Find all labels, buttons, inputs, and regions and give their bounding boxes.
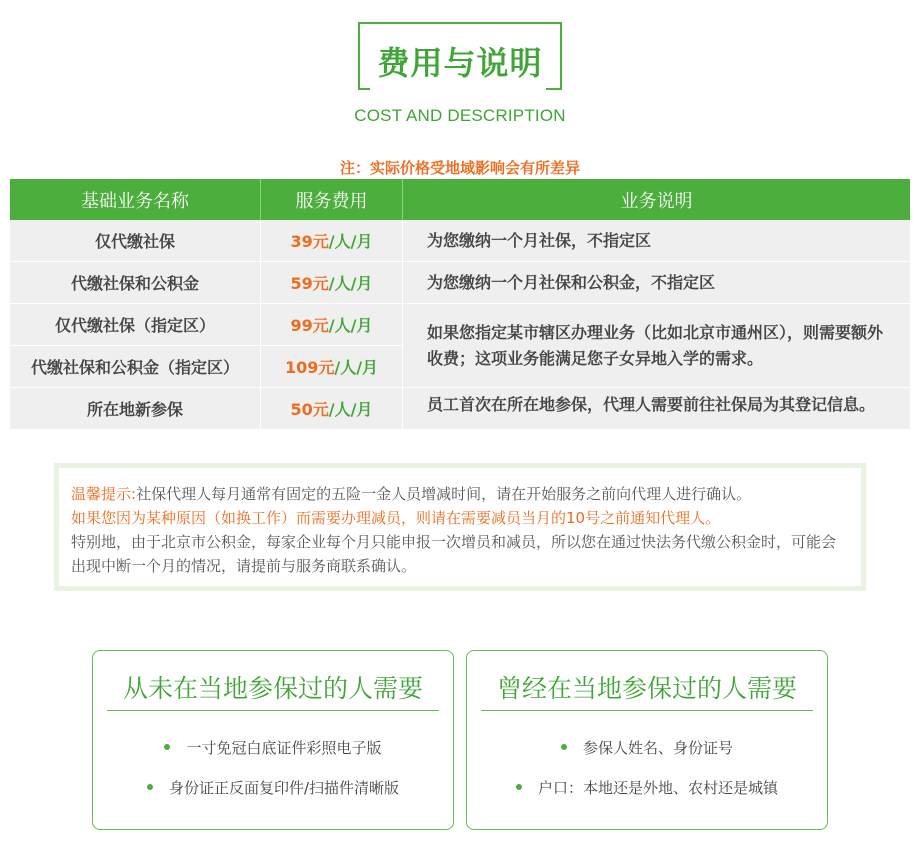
service-price: 99元 /人/月 (261, 304, 403, 345)
title-frame (358, 22, 562, 90)
table-row (10, 262, 403, 304)
service-price: 59元 /人/月 (261, 262, 403, 303)
reminder-line-3: 特别地，由于北京市公积金，每家企业每个月只能申报一次增员和减员，所以您在通过快法务代缴公积金时，可能会出现中断一个月的情况，请提前与服务商联系确认。 (71, 533, 837, 575)
header-service-name: 基础业务名称 (10, 179, 261, 220)
bullet-icon (561, 744, 567, 750)
requirements-card-new (92, 650, 454, 830)
service-description: 员工首次在所在地参保，代理人需要前往社保局为其登记信息。 (403, 388, 910, 430)
service-description: 为您缴纳一个月社保，不指定区 (403, 220, 910, 262)
card-title: 从未在当地参保过的人需要 (107, 669, 439, 711)
service-name: 仅代缴社保（指定区） (10, 304, 261, 345)
table-row (10, 346, 403, 388)
service-name: 代缴社保和公积金 (10, 262, 261, 303)
service-name: 代缴社保和公积金（指定区） (10, 346, 261, 387)
list-item: 参保人姓名、身份证号 (467, 737, 827, 758)
bullet-icon (516, 784, 522, 790)
list-item: 户口：本地还是外地、农村还是城镇 (467, 777, 827, 798)
table-row (10, 304, 403, 346)
reminder-line-2: 如果您因为某种原因（如换工作）而需要办理减员，则请在需要减员当月的10号之前通知代理人。 (71, 509, 721, 527)
table-row (10, 388, 403, 430)
header-service-fee: 服务费用 (261, 179, 403, 220)
page-title: 费用与说明 (377, 44, 543, 82)
table-body (10, 220, 910, 430)
service-description: 为您缴纳一个月社保和公积金，不指定区 (403, 262, 910, 304)
table-row (10, 220, 403, 262)
reminder-box (54, 463, 866, 591)
bullet-icon (147, 784, 153, 790)
card-title: 曾经在当地参保过的人需要 (481, 669, 813, 711)
page-subtitle: COST AND DESCRIPTION (354, 106, 566, 125)
list-item: 一寸免冠白底证件彩照电子版 (93, 737, 453, 758)
service-name: 仅代缴社保 (10, 220, 261, 261)
table-header (10, 179, 910, 220)
bullet-icon (164, 744, 170, 750)
price-note: 注：实际价格受地域影响会有所差异 (339, 159, 580, 177)
service-price: 50元 /人/月 (261, 388, 403, 429)
requirements-card-existing (466, 650, 828, 830)
service-description: 如果您指定某市辖区办理业务（比如北京市通州区），则需要额外收费；这项业务能满足您子女异地入学的需求。 (403, 304, 910, 388)
pricing-table (10, 179, 910, 430)
reminder-label: 温馨提示: (71, 485, 137, 503)
service-name: 所在地新参保 (10, 388, 261, 429)
service-price: 109元 /人/月 (261, 346, 403, 387)
reminder-line-1: 温馨提示:社保代理人每月通常有固定的五险一金人员增减时间，请在开始服务之前向代理人进行确认。 (71, 485, 752, 503)
list-item: 身份证正反面复印件/扫描件清晰版 (93, 777, 453, 798)
service-price: 39元 /人/月 (261, 220, 403, 261)
header-description: 业务说明 (620, 190, 693, 212)
